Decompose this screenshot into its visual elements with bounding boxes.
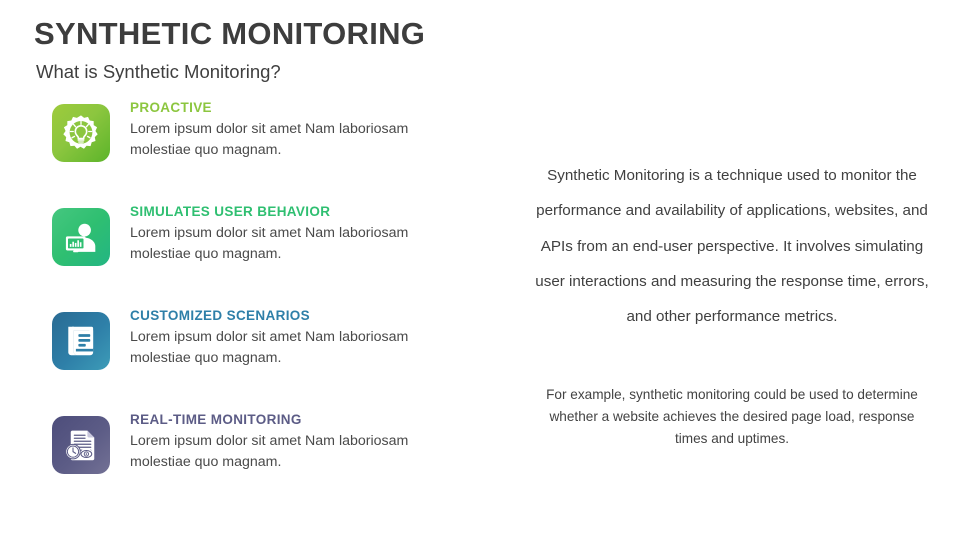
- feature-text-proactive: [130, 101, 460, 162]
- example-paragraph: For example, synthetic monitoring could be used to determine whether a website achieves the desired page load, response times and uptimes.: [546, 387, 918, 447]
- feature-title-real-time-monitoring: REAL-TIME MONITORING: [130, 412, 302, 427]
- slide-header: [34, 16, 654, 83]
- page-subtitle: What is Synthetic Monitoring?: [36, 60, 281, 82]
- feature-description-proactive: Lorem ipsum dolor sit amet Nam laboriosam molestiae quo magnam.: [130, 120, 409, 159]
- feature-icon-tile-proactive: [52, 104, 110, 162]
- feature-title-simulates-user-behavior: SIMULATES USER BEHAVIOR: [130, 204, 331, 219]
- description-column: [532, 158, 932, 450]
- page-title: SYNTHETIC MONITORING: [34, 16, 426, 51]
- feature-description-customized-scenarios: Lorem ipsum dolor sit amet Nam laboriosam molestiae quo magnam.: [130, 328, 409, 367]
- feature-list: [52, 100, 472, 474]
- feature-item-proactive[interactable]: [52, 100, 472, 162]
- feature-description-simulates-user-behavior: Lorem ipsum dolor sit amet Nam laboriosam molestiae quo magnam.: [130, 224, 409, 263]
- feature-icon-tile-real-time-monitoring: [52, 416, 110, 474]
- gear-lightbulb-icon: [61, 113, 101, 153]
- document-scroll-icon: [62, 322, 100, 360]
- lead-paragraph: Synthetic Monitoring is a technique used to monitor the performance and availability of applications, websites, and APIs from an end-user perspective. It involves simulating user interactions and measuring the response time, errors, and other performance metrics.: [535, 167, 929, 326]
- feature-item-simulates-user-behavior[interactable]: [52, 204, 472, 266]
- feature-item-customized-scenarios[interactable]: [52, 308, 472, 370]
- user-monitor-chart-icon: [60, 216, 102, 258]
- feature-text-real-time-monitoring: [130, 413, 460, 474]
- feature-title-customized-scenarios: CUSTOMIZED SCENARIOS: [130, 308, 311, 323]
- feature-icon-tile-simulates-user-behavior: [52, 208, 110, 266]
- feature-text-simulates-user-behavior: [130, 205, 460, 266]
- feature-item-real-time-monitoring[interactable]: [52, 412, 472, 474]
- feature-text-customized-scenarios: [130, 309, 460, 370]
- feature-icon-tile-customized-scenarios: [52, 312, 110, 370]
- feature-description-real-time-monitoring: Lorem ipsum dolor sit amet Nam laboriosam molestiae quo magnam.: [130, 432, 409, 471]
- feature-title-proactive: PROACTIVE: [130, 100, 212, 115]
- document-clock-eye-icon: [61, 425, 101, 465]
